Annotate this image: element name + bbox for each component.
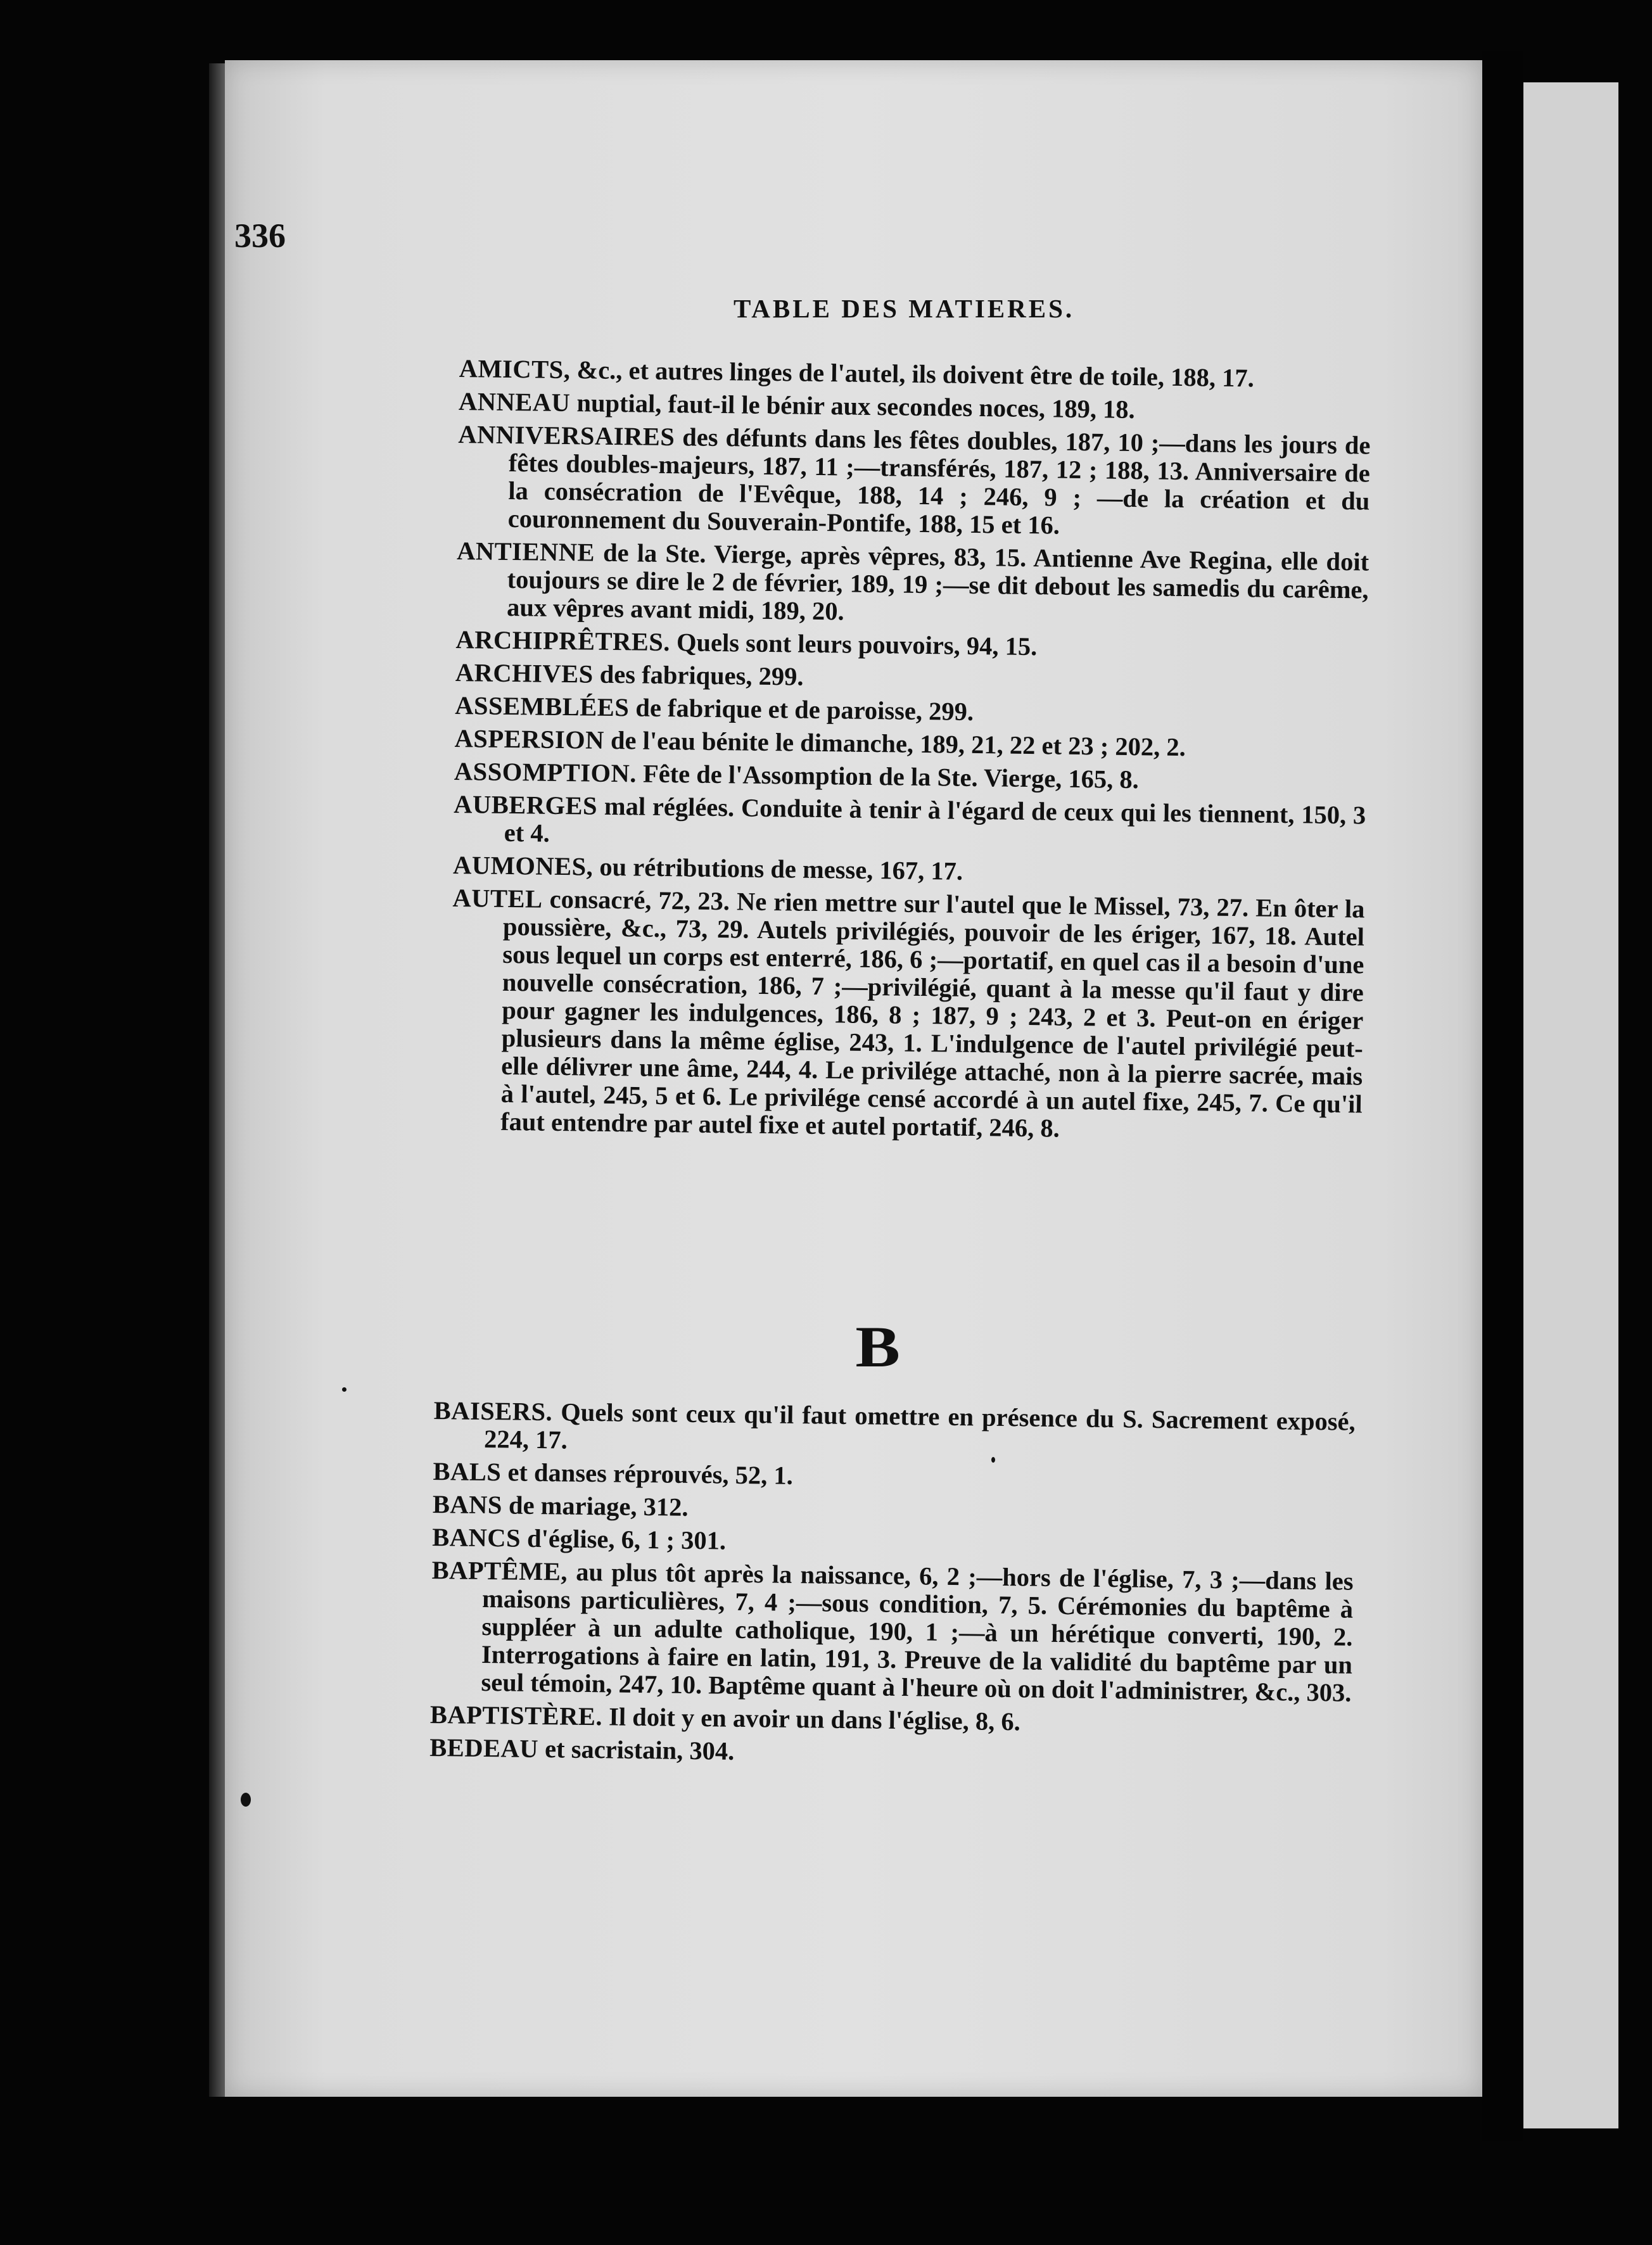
entry-text: &c., et autres linges de l'autel, ils doivent être de toile, 188, 17. — [576, 355, 1255, 393]
entry-head: BAPTISTÈRE. — [429, 1700, 603, 1731]
index-entry — [433, 1491, 1354, 1530]
entry-head: BANCS — [432, 1522, 521, 1553]
index-entry — [455, 692, 1367, 731]
index-entry — [429, 1734, 1351, 1773]
index-entry — [433, 1458, 1354, 1497]
entry-head: ANTIENNE — [456, 536, 595, 567]
page-title: TABLE DES MATIERES. — [734, 294, 1075, 323]
entry-text: d'église, 6, 1 ; 301. — [526, 1523, 727, 1555]
entry-head: ANNEAU — [458, 386, 571, 417]
entry-text: de la Ste. Vierge, après vêpres, 83, 15. Antienne Ave Regina, elle doit toujours se dire le 2 de février, 189, 19 ;—se dit debout les samedis du carême, aux vêpres avant midi, 189, 20. — [506, 538, 1369, 626]
index-entry — [459, 388, 1371, 427]
entry-head: AUBERGES — [454, 789, 598, 820]
index-entry — [450, 884, 1365, 1147]
entry-text: au plus tôt après la naissance, 6, 2 ;—hors de l'église, 7, 3 ;—dans les maisons particulières, 7, 4 ;—sous condition, 7, 5. Cérémonies du baptême à suppléer à un adulte catholique, 190, 1 ;—à un hérétique converti, 190, 2. Interrogations à faire en latin, 191, 3. Preuve de la validité du baptême par un seul témoin, 247, 10. Baptême quant à l'heure où on doit l'administrer, &c., 303. — [481, 1557, 1354, 1707]
entry-head: BALS — [433, 1456, 502, 1487]
entry-text: de l'eau bénite le dimanche, 189, 21, 22 et 23 ; 202, 2. — [610, 725, 1186, 762]
index-entry — [457, 421, 1371, 544]
entry-text: ou rétributions de messe, 167, 17. — [599, 852, 963, 886]
index-entry — [433, 1397, 1356, 1464]
entry-head: AMICTS, — [459, 354, 571, 385]
ink-speck — [342, 1387, 346, 1392]
entry-text: nuptial, faut-il le bénir aux secondes noces, 189, 18. — [576, 388, 1136, 424]
index-entry — [456, 537, 1369, 632]
section-letter-heading: B — [855, 1314, 900, 1379]
entry-head: BANS — [432, 1489, 503, 1520]
index-entry — [453, 851, 1365, 891]
entry-head: ARCHIPRÊTRES. — [455, 625, 671, 657]
index-entry — [454, 725, 1366, 764]
entry-head: BEDEAU — [429, 1733, 539, 1764]
entry-text: Quels sont ceux qu'il faut omettre en présence du S. Sacrement exposé, 224, 17. — [483, 1397, 1356, 1454]
entry-text: mal réglées. Conduite à tenir à l'égard de ceux qui les tiennent, 150, 3 et 4. — [504, 791, 1366, 848]
index-entry — [430, 1556, 1354, 1707]
index-entry — [455, 659, 1368, 698]
entry-text: Quels sont leurs pouvoirs, 94, 15. — [676, 628, 1038, 661]
entry-head: ARCHIVES — [455, 658, 594, 689]
entry-head: BAPTÊME, — [431, 1555, 568, 1586]
entry-text: des défunts dans les fêtes doubles, 187, 10 ;—dans les jours de fêtes doubles-majeurs, 187, 11 ;—transférés, 187, 12 ; 188, 13. Anniversaire de la consécration de l'Evêque, 188, 14 ; 246, 9 ; —de la création et du couronnement du Souverain-Pontife, 188, 15 et 16. — [507, 423, 1371, 540]
entry-text: de mariage, 312. — [508, 1491, 689, 1522]
entry-head: ASSEMBLÉES — [454, 690, 630, 722]
entry-text: de fabrique et de paroisse, 299. — [635, 693, 974, 726]
entry-head: ASPERSION — [454, 723, 605, 754]
index-entry — [430, 1701, 1352, 1740]
index-section-b — [429, 1397, 1356, 1778]
index-entry — [432, 1523, 1354, 1563]
entry-head: AUMONES, — [452, 850, 594, 881]
ink-speck — [241, 1793, 251, 1807]
entry-head: BAISERS. — [433, 1396, 553, 1427]
index-entry — [454, 791, 1366, 858]
entry-head: ANNIVERSAIRES — [458, 419, 675, 452]
entry-text: des fabriques, 299. — [599, 659, 804, 691]
entry-text: Fête de l'Assomption de la Ste. Vierge, 165, 8. — [642, 759, 1140, 794]
index-entry — [454, 758, 1366, 797]
facing-page-edge — [1523, 82, 1618, 2128]
entry-head: ASSOMPTION. — [454, 756, 637, 788]
entry-text: consacré, 72, 23. Ne rien mettre sur l'autel que le Missel, 73, 27. En ôter la poussière, &c., 73, 29. Autels privilégiés, pouvoir de les ériger, 167, 18. Autel sous lequel un corps est enterré, 186, 6 ;—portatif, en quel cas il a besoin d'une nouvelle consécration, 186, 7 ;—privilégié, quant à la messe qu'il faut y dire pour gagner les indulgences, 186, 8 ; 187, 9 ; 243, 2 et 3. Peut-on en ériger plusieurs dans la même église, 243, 1. L'indulgence de l'autel privilégié peut-elle délivrer une âme, 244, 4. Le privilége attaché, non à la pierre sacrée, mais à l'autel, 245, 5 et 6. Le privilége censé accordé à un autel fixe, 245, 7. Ce qu'il faut entendre par autel fixe et autel portatif, 246, 8. — [500, 884, 1365, 1143]
index-section-a — [450, 355, 1371, 1152]
entry-text: Il doit y en avoir un dans l'église, 8, 6. — [608, 1702, 1021, 1736]
page-gutter — [1482, 51, 1523, 2141]
page-number: 336 — [234, 217, 286, 255]
entry-text: et danses réprouvés, 52, 1. — [507, 1458, 794, 1490]
entry-head: AUTEL — [452, 883, 543, 913]
entry-text: et sacristain, 304. — [544, 1734, 735, 1765]
index-entry — [455, 626, 1368, 665]
